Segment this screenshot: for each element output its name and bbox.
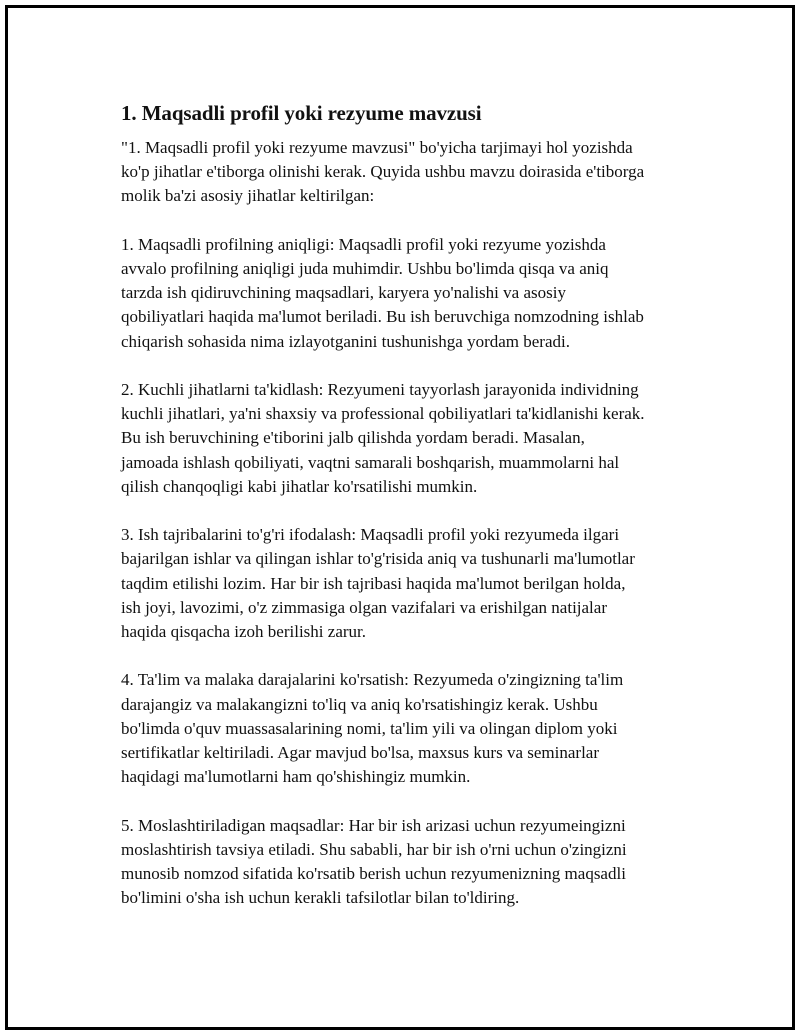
paragraph-education: 4. Ta'lim va malaka darajalarini ko'rsatish: Rezyumeda o'zingizning ta'lim darajangiz va malakangizni to'liq va aniq ko'rsatishingiz kerak. Ushbu bo'limda o'quv muassasalarining nomi, ta'lim yili va olingan diplom yoki sertifikatlar keltiriladi. Agar mavjud bo'lsa, maxsus kurs va seminarlar haqidagi ma'lumotlarni ham qo'shishingiz mumkin. bbox=[121, 670, 624, 787]
paragraph-profile-clarity: 1. Maqsadli profilning aniqligi: Maqsadli profil yoki rezyume yozishda avvalo profilning aniqligi juda muhimdir. Ushbu bo'limda qisqa va aniq tarzda ish qidiruvchining maqsadlari, karyera yo'nalishi va asosiy qobiliyatlari haqida ma'lumot beriladi. Bu ish beruvchiga nomzodning ishlab chiqarish sohasida nima izlayotganini tushunishga yordam beradi. bbox=[121, 234, 644, 351]
page-frame bbox=[5, 5, 795, 1030]
paragraph-strengths: 2. Kuchli jihatlarni ta'kidlash: Rezyumeni tayyorlash jarayonida individning kuchli jihatlari, ya'ni shaxsiy va professional qobiliyatlari ta'kidlanishi kerak. Bu ish beruvchining e'tiborini jalb qilishda yordam beradi. Masalan, jamoada ishlash qobiliyati, vaqtni samarali boshqarish, muammolarni hal qilish chanqoqligi kabi jihatlar ko'rsatilishi mumkin. bbox=[121, 380, 645, 496]
paragraph-work-experience: 3. Ish tajribalarini to'g'ri ifodalash: Maqsadli profil yoki rezyumeda ilgari bajarilgan ishlar va qilingan ishlar to'g'risida aniq va tushunarli ma'lumotlar taqdim etilishi lozim. Har bir ish tajribasi haqida ma'lumot berilgan holda, ish joyi, lavozimi, o'z zimmasiga olgan vazifalari va erishilgan natijalar haqida qisqacha izoh berilishi zarur. bbox=[121, 525, 635, 642]
section-heading: 1. Maqsadli profil yoki rezyume mavzusi bbox=[121, 101, 482, 125]
paragraph-tailored-goals: 5. Moslashtiriladigan maqsadlar: Har bir ish arizasi uchun rezyumeingizni moslashtirish tavsiya etiladi. Shu sababli, har bir ish o'rni uchun o'zingizni munosib nomzod sifatida ko'rsatib berish uchun rezyumenizning maqsadli bo'limini o'sha ish uchun kerakli tafsilotlar bilan to'ldiring. bbox=[121, 815, 627, 908]
intro-paragraph: "1. Maqsadli profil yoki rezyume mavzusi" bo'yicha tarjimayi hol yozishda ko'p jihatlar e'tiborga olinishi kerak. Quyida ushbu mavzu doirasida e'tiborga molik ba'zi asosiy jihatlar keltirilgan: bbox=[121, 138, 645, 206]
document-body bbox=[121, 98, 701, 935]
